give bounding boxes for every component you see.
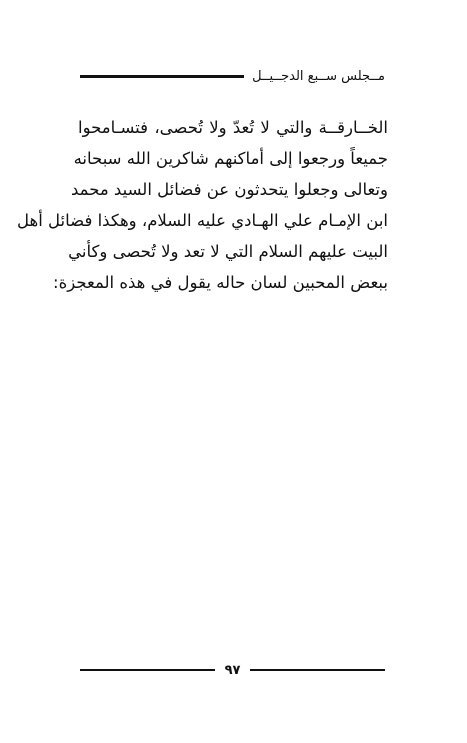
header-title: مــجلس ســبع الدجــيــل: [252, 68, 385, 84]
text-line: ابن الإمـام علي الهـادي عليه السلام، وهكذا فضائل أهل: [17, 211, 388, 230]
page-footer: [80, 660, 385, 680]
page-number: ٩٧: [224, 662, 241, 678]
footer-rule-left: [80, 669, 215, 671]
text-line: البيت عليهم السلام التي لا تعد ولا تُحصى وكأني: [68, 242, 388, 261]
footer-rule-right: [250, 669, 385, 671]
running-header: [80, 64, 385, 88]
text-line: ببعض المحبين لسان حاله يقول في هذه المعجزة:: [53, 273, 388, 292]
header-rule: [80, 75, 244, 78]
text-line: الخــارقــة والتي لا تُعدّ ولا تُحصى، فتسـامحوا: [78, 118, 388, 137]
body-paragraph: [17, 112, 388, 298]
text-line: وتعالى وجعلوا يتحدثون عن فضائل السيد محمد: [71, 180, 388, 199]
text-line: جميعاً ورجعوا إلى أماكنهم شاكرين الله سبحانه: [73, 149, 388, 168]
